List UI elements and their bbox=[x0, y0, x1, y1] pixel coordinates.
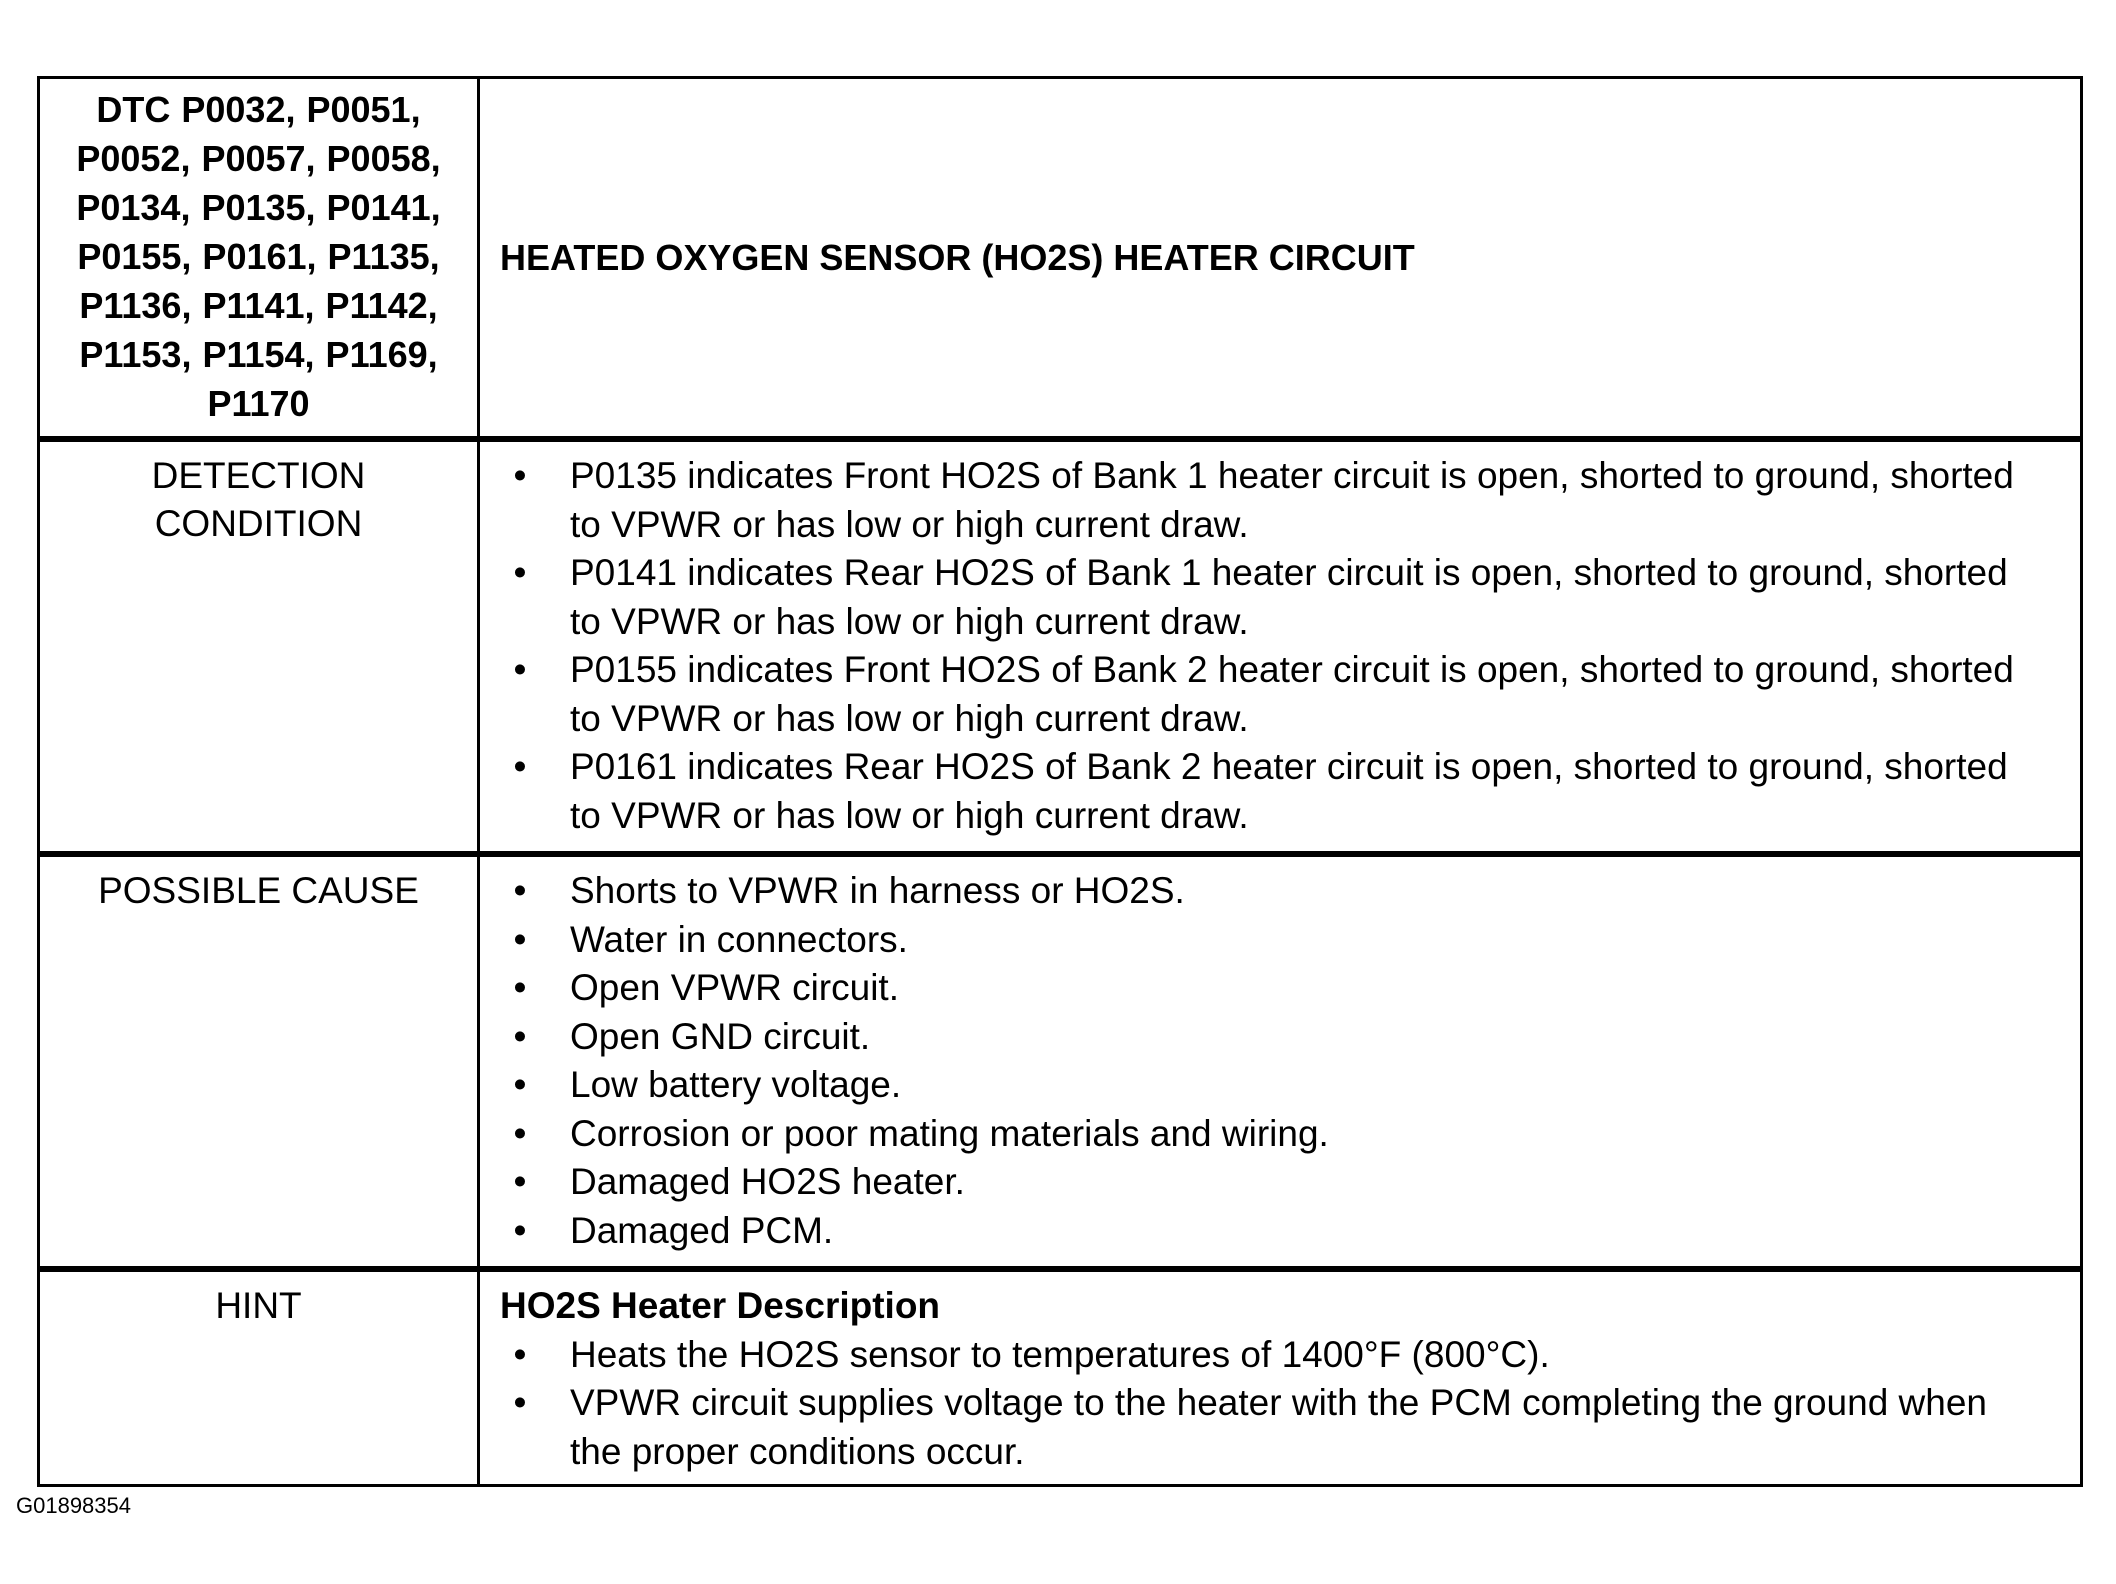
bullet-icon: • bbox=[513, 1382, 527, 1423]
bullet-icon: • bbox=[513, 870, 527, 911]
header-row bbox=[39, 78, 2082, 440]
list-item-text: P0155 indicates Front HO2S of Bank 2 heater circuit is open, shorted to ground, shorted to VPWR or has low or high current draw. bbox=[570, 649, 2014, 739]
hint-heading: HO2S Heater Description bbox=[500, 1285, 941, 1326]
detection-label: DETECTION CONDITION bbox=[151, 455, 366, 544]
possible-cause-content bbox=[479, 854, 2082, 1269]
dtc-codes: DTC P0032, P0051, P0052, P0057, P0058, P0134, P0135, P0141, P0155, P0161, P1135, P1136, P1141, P1142, P1153, P1154, P1169, P1170 bbox=[76, 89, 441, 424]
bullet-icon: • bbox=[513, 1064, 527, 1105]
detection-list bbox=[480, 452, 2040, 840]
list-item bbox=[480, 1331, 2040, 1380]
bullet-icon: • bbox=[513, 455, 527, 496]
list-item-text: VPWR circuit supplies voltage to the heater with the PCM completing the ground when the proper conditions occur. bbox=[570, 1382, 1988, 1472]
bullet-icon: • bbox=[513, 746, 527, 787]
bullet-icon: • bbox=[513, 967, 527, 1008]
possible-cause-list bbox=[480, 867, 2040, 1255]
list-item bbox=[480, 1158, 2040, 1207]
list-item-text: Heats the HO2S sensor to temperatures of 1400°F (800°C). bbox=[570, 1333, 1550, 1375]
hint-row bbox=[39, 1269, 2082, 1486]
detection-label-cell bbox=[39, 439, 479, 854]
list-item-text: Open VPWR circuit. bbox=[570, 967, 899, 1008]
list-item bbox=[480, 1013, 2040, 1062]
list-item-text: Damaged PCM. bbox=[570, 1209, 834, 1251]
list-item-text: Shorts to VPWR in harness or HO2S. bbox=[570, 870, 1185, 911]
list-item-text: Open GND circuit. bbox=[570, 1015, 871, 1057]
list-item-text: P0161 indicates Rear HO2S of Bank 2 heater circuit is open, shorted to ground, shorted to VPWR or has low or high current draw. bbox=[570, 746, 2008, 836]
list-item bbox=[480, 1207, 2040, 1256]
list-item bbox=[480, 646, 2040, 743]
bullet-icon: • bbox=[513, 649, 527, 690]
list-item bbox=[480, 867, 2040, 916]
possible-cause-row bbox=[39, 854, 2082, 1269]
list-item bbox=[480, 452, 2040, 549]
list-item bbox=[480, 1061, 2040, 1110]
list-item bbox=[480, 1379, 2040, 1476]
list-item-text: Water in connectors. bbox=[570, 918, 908, 960]
list-item-text: Low battery voltage. bbox=[570, 1064, 902, 1105]
hint-label-cell bbox=[39, 1269, 479, 1486]
detection-row bbox=[39, 439, 2082, 854]
bullet-icon: • bbox=[513, 918, 527, 960]
dtc-table bbox=[37, 76, 2083, 1487]
possible-cause-label-cell bbox=[39, 854, 479, 1269]
bullet-icon: • bbox=[513, 1209, 527, 1251]
list-item bbox=[480, 964, 2040, 1013]
figure-id: G01898354 bbox=[16, 1493, 131, 1518]
hint-content bbox=[479, 1269, 2082, 1486]
hint-label: HINT bbox=[215, 1285, 302, 1326]
bullet-icon: • bbox=[513, 1015, 527, 1057]
bullet-icon: • bbox=[513, 1112, 527, 1154]
detection-content bbox=[479, 439, 2082, 854]
bullet-icon: • bbox=[513, 1161, 527, 1202]
list-item bbox=[480, 743, 2040, 840]
bullet-icon: • bbox=[513, 552, 527, 593]
list-item-text: P0135 indicates Front HO2S of Bank 1 heater circuit is open, shorted to ground, shorted to VPWR or has low or high current draw. bbox=[570, 455, 2014, 545]
bullet-icon: • bbox=[513, 1333, 527, 1375]
list-item-text: Corrosion or poor mating materials and wiring. bbox=[570, 1112, 1329, 1154]
list-item bbox=[480, 549, 2040, 646]
list-item-text: Damaged HO2S heater. bbox=[570, 1161, 965, 1202]
list-item-text: P0141 indicates Rear HO2S of Bank 1 heater circuit is open, shorted to ground, shorted to VPWR or has low or high current draw. bbox=[570, 552, 2008, 642]
hint-list bbox=[480, 1331, 2040, 1477]
title-cell bbox=[479, 78, 2082, 440]
circuit-title: HEATED OXYGEN SENSOR (HO2S) HEATER CIRCUIT bbox=[500, 236, 1415, 278]
list-item bbox=[480, 916, 2040, 965]
possible-cause-label: POSSIBLE CAUSE bbox=[98, 870, 419, 911]
dtc-codes-cell bbox=[39, 78, 479, 440]
list-item bbox=[480, 1110, 2040, 1159]
